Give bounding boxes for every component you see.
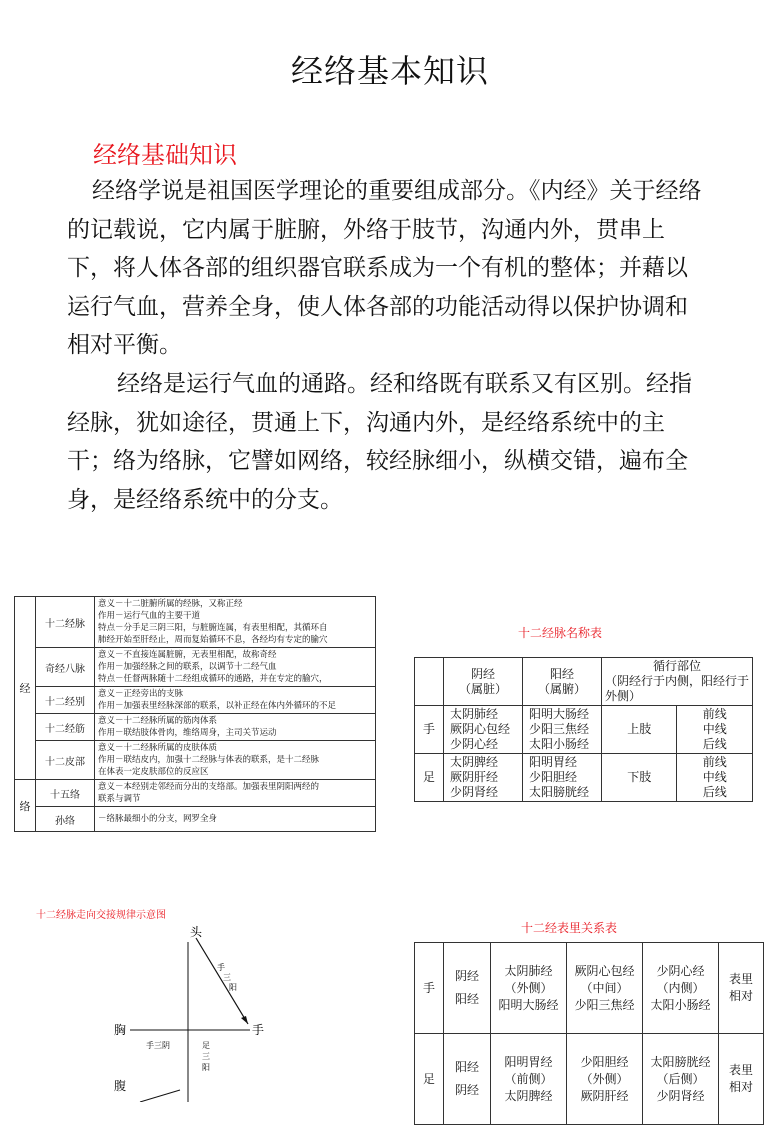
label-head: 头 [190, 925, 203, 939]
hand-yang-arrow [196, 938, 248, 1024]
yang-meridians: 阳明大肠经 少阳三焦经 太阳小肠经 [523, 706, 602, 754]
meridian-pair-2: 厥阴心包经 （中间） 少阳三焦经 [567, 943, 643, 1034]
limb-cell: 足 [415, 1034, 444, 1125]
relation-cell: 表里 相对 [719, 943, 764, 1034]
label-foot-three-yang-3: 阳 [202, 1063, 210, 1072]
route-lines: 前线 中线 后线 [677, 754, 753, 802]
meridian-pair-1: 阳明胃经 （前侧） 太阴脾经 [491, 1034, 567, 1125]
label-foot-three-yang-2: 三 [202, 1052, 210, 1061]
category-cell: 十二经脉 [36, 597, 95, 648]
header-yang: 阳经 （属腑） [523, 658, 602, 706]
label-hand-three-yang-1: 手 [217, 963, 225, 972]
label-hand: 手 [252, 1023, 265, 1037]
limb-cell: 足 [415, 754, 444, 802]
meridian-flow-diagram [80, 920, 320, 1102]
category-cell: 十五络 [36, 780, 95, 807]
description-cell: 意义－十二脏腑所属的经脉，又称正经 作用－运行气血的主要干道 特点－分手足三阴三阳，与脏腑连属，有表里相配，其循环自 肺经开始至肝经止，周而复始循环不息，各经均有专定的腧穴 [95, 597, 376, 648]
exterior-interior-caption: 十二经表里关系表 [521, 921, 618, 935]
category-cell: 奇经八脉 [36, 648, 95, 687]
yin-meridians: 太阴脾经 厥阴肝经 少阴肾经 [444, 754, 523, 802]
description-cell: －络脉最细小的分支，网罗全身 [95, 807, 376, 832]
category-cell: 十二皮部 [36, 741, 95, 780]
arrow-head-icon [241, 1016, 248, 1024]
side-label-luo: 络 [15, 780, 36, 832]
corner-cell [415, 658, 444, 706]
description-cell: 意义－不直接连属脏腑，无表里相配，故称奇经 作用－加强经脉之间的联系，以调节十二经气血 特点－任督两脉随十二经组成循环的通路，并在专定的腧穴， [95, 648, 376, 687]
section-subtitle: 经络基础知识 [93, 141, 237, 169]
meridian-pair-3: 太阳膀胱经 （后侧） 少阴肾经 [643, 1034, 719, 1125]
category-cell: 十二经筋 [36, 714, 95, 741]
relation-cell: 表里 相对 [719, 1034, 764, 1125]
description-cell: 意义－十二经脉所属的皮肤体质 作用－联结皮内，加强十二经脉与体表的联系，是十二经脉 在体表一定皮肤部位的反应区 [95, 741, 376, 780]
side-label-jing: 经 [15, 597, 36, 780]
header-yin: 阴经 （属脏） [444, 658, 523, 706]
yang-meridians: 阳明胃经 少阳胆经 太阳膀胱经 [523, 754, 602, 802]
flow-diagram-caption: 十二经脉走向交接规律示意图 [36, 910, 166, 921]
description-cell: 意义－正经旁出的支脉 作用－加强表里经脉深部的联系，以补正经在体内外循环的不足 [95, 687, 376, 714]
body-part: 下肢 [602, 754, 677, 802]
exterior-interior-table [414, 942, 764, 1125]
meridian-system-table [14, 596, 376, 832]
category-cell: 孙络 [36, 807, 95, 832]
label-hand-three-yang-3: 阳 [229, 983, 237, 992]
yinyang-cell: 阴经 阳经 [444, 943, 491, 1034]
meridian-pair-1: 太阴肺经 （外侧） 阳明大肠经 [491, 943, 567, 1034]
paragraph-1: 经络学说是祖国医学理论的重要组成部分。《内经》关于经络的记载说，它内属于脏腑，外络于肢节，沟通内外，贯串上下，将人体各部的组织器官联系成为一个有机的整体；并藉以运行气血，营养全身，使人体各部的功能活动得以保护协调和相对平衡。 [67, 178, 702, 358]
body-part: 上肢 [602, 706, 677, 754]
description-cell: 意义－本经别走邻经而分出的支络部。加强表里阴阳两经的 联系与调节 [95, 780, 376, 807]
meridian-names-table [414, 657, 753, 802]
limb-cell: 手 [415, 943, 444, 1034]
limb-cell: 手 [415, 706, 444, 754]
label-hand-three-yin: 手三阴 [146, 1041, 170, 1050]
route-lines: 前线 中线 后线 [677, 706, 753, 754]
description-cell: 意义－十二经脉所属的筋肉体系 作用－联结肢体骨肉，维络周身，主司关节运动 [95, 714, 376, 741]
yin-meridians: 太阴肺经 厥阴心包经 少阴心经 [444, 706, 523, 754]
meridian-pair-3: 少阴心经 （内侧） 太阳小肠经 [643, 943, 719, 1034]
label-abdomen: 腹 [114, 1079, 127, 1093]
meridian-pair-2: 少阳胆经 （外侧） 厥阴肝经 [567, 1034, 643, 1125]
category-cell: 十二经别 [36, 687, 95, 714]
lower-line [140, 1090, 180, 1102]
label-chest: 胸 [114, 1023, 127, 1037]
page-title: 经络基本知识 [290, 52, 489, 90]
yinyang-cell: 阳经 阴经 [444, 1034, 491, 1125]
paragraph-2: 经络是运行气血的通路。经和络既有联系又有区别。经指经脉，犹如途径，贯通上下，沟通内外，是经络系统中的主干；络为络脉，它譬如网络，较经脉细小，纵横交错，遍布全身，是经络系统中的分支。 [67, 371, 692, 513]
header-route: 循行部位 （阴经行于内侧，阳经行于外侧） [602, 658, 753, 706]
label-hand-three-yang-2: 三 [223, 973, 231, 982]
meridian-names-caption: 十二经脉名称表 [518, 626, 603, 640]
label-foot-three-yang-1: 足 [202, 1041, 210, 1050]
